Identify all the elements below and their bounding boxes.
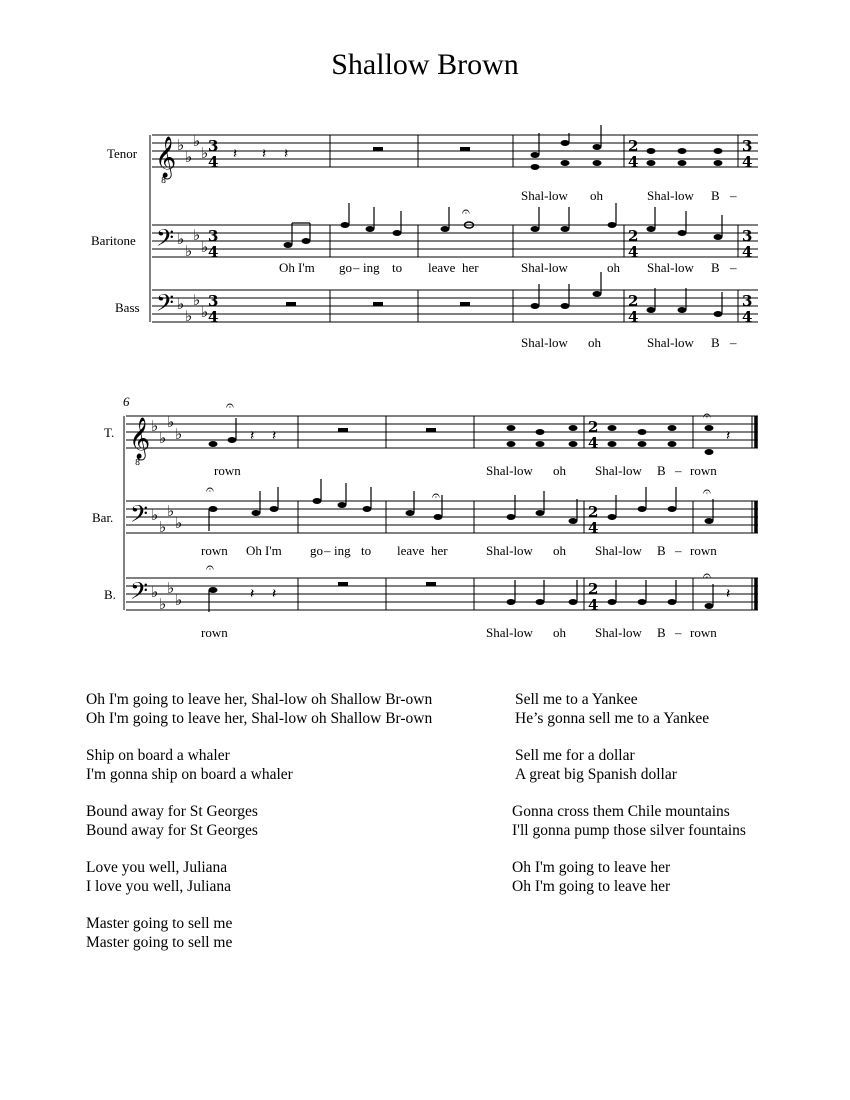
note: [561, 140, 570, 146]
verses-left-column: [86, 691, 432, 971]
lyric-syllable: Oh: [279, 260, 295, 275]
time-signature-top: 3: [208, 227, 219, 245]
verse-line: He’s gonna sell me to a Yankee: [515, 709, 710, 727]
system-2: [92, 394, 758, 640]
svg-text:𝄐: 𝄐: [226, 398, 234, 414]
lyric-syllable: ing: [363, 260, 380, 275]
whole-rest: [373, 302, 383, 306]
verse-block: [86, 691, 432, 728]
verse-line: Bound away for St Georges: [86, 821, 258, 839]
svg-text:♭: ♭: [201, 303, 209, 321]
verse-line: Sell me to a Yankee: [515, 691, 638, 708]
time-signature-top: 2: [628, 292, 639, 310]
verse-line: Gonna cross them Chile mountains: [512, 803, 730, 820]
svg-text:♭: ♭: [175, 425, 183, 443]
bass-lyrics-sys2: [201, 625, 717, 640]
verse-block: [512, 691, 746, 728]
verse-line: A great big Spanish dollar: [515, 765, 677, 783]
lyric-syllable: leave: [428, 260, 456, 275]
note: [647, 148, 656, 154]
lyric-syllable: I'm: [265, 543, 282, 558]
time-signature-top: 2: [588, 418, 599, 436]
lyric-syllable: Oh: [246, 543, 262, 558]
whole-rest: [373, 147, 383, 151]
lyric-syllable: leave: [397, 543, 425, 558]
time-signature-top: 2: [628, 137, 639, 155]
whole-rest: [338, 582, 348, 586]
rests: [233, 146, 288, 162]
svg-text:♭: ♭: [177, 295, 185, 313]
note: [714, 160, 723, 166]
svg-text:♭: ♭: [185, 307, 193, 325]
note: [561, 160, 570, 166]
bass-clef-icon: 𝄢: [156, 224, 175, 257]
treble-clef-icon: 𝄞: [129, 418, 151, 459]
verse-line: Bound away for St Georges: [86, 803, 258, 820]
svg-text:𝄽: 𝄽: [262, 146, 267, 162]
verse-line: Master going to sell me: [86, 915, 233, 932]
lyric-syllable: Shal-low: [647, 188, 694, 203]
svg-text:♭: ♭: [193, 132, 201, 150]
svg-text:♭: ♭: [185, 148, 193, 166]
lyric-syllable: Shal-low: [486, 543, 533, 558]
notes: [209, 398, 731, 455]
lyric-syllable: her: [431, 543, 448, 558]
svg-text:♭: ♭: [177, 230, 185, 248]
tenor-lyrics-sys1: [521, 188, 737, 203]
whole-rest: [426, 582, 436, 586]
lyric-syllable: Shal-low: [521, 260, 568, 275]
time-signature-bottom: 4: [588, 434, 599, 452]
verse-line: Oh I'm going to leave her: [512, 877, 671, 895]
whole-rest: [286, 302, 296, 306]
tenor-lyrics-sys2: [214, 463, 717, 478]
lyric-syllable: Shal-low: [521, 188, 568, 203]
svg-text:𝄐: 𝄐: [703, 408, 711, 424]
lyric-syllable: Shal-low: [521, 335, 568, 350]
note: [714, 148, 723, 154]
lyric-syllable: I'm: [298, 260, 315, 275]
time-signature-top: 3: [742, 227, 753, 245]
time-signature-bottom: 4: [208, 243, 219, 261]
verse-line: Master going to sell me: [86, 933, 233, 951]
baritone-lyrics-sys1: [279, 260, 737, 275]
whole-rest: [426, 428, 436, 432]
verse-block: [512, 747, 746, 784]
svg-text:♭: ♭: [193, 226, 201, 244]
bass-lyrics-sys1: [521, 335, 737, 350]
verse-block: [86, 915, 432, 952]
key-signature-flats: [151, 413, 182, 447]
key-signature-flats: [151, 579, 182, 613]
lyric-syllable: Shal-low: [486, 463, 533, 478]
time-signature-bottom: 4: [588, 519, 599, 537]
lyric-syllable: B: [711, 188, 720, 203]
svg-text:♭: ♭: [167, 502, 175, 520]
time-signature-top: 2: [588, 503, 599, 521]
time-signature-bottom: 4: [588, 596, 599, 614]
whole-rest: [460, 147, 470, 151]
time-signature-bottom: 4: [628, 153, 639, 171]
svg-text:𝄐: 𝄐: [432, 488, 440, 504]
octave-8-marker: 8: [135, 458, 141, 467]
notes: [531, 272, 723, 317]
lyric-syllable: rown: [690, 463, 717, 478]
svg-text:♭: ♭: [167, 413, 175, 431]
bass-staff: [115, 272, 758, 326]
svg-text:♭: ♭: [159, 595, 167, 613]
staff-label-bass: Bass: [115, 300, 140, 315]
lyric-syllable: B: [657, 625, 666, 640]
time-signature-top: 2: [588, 580, 599, 598]
staff-label-baritone-short: Bar.: [92, 510, 114, 525]
lyric-syllable: Shal-low: [486, 625, 533, 640]
system-1: [91, 125, 758, 350]
svg-text:𝄽: 𝄽: [272, 586, 277, 602]
lyric-syllable: –: [730, 335, 737, 350]
baritone-staff-sys2: [92, 479, 758, 537]
note: [678, 148, 687, 154]
svg-text:♭: ♭: [159, 429, 167, 447]
time-signature-top: 3: [208, 292, 219, 310]
svg-text:♭: ♭: [193, 291, 201, 309]
note: [531, 152, 540, 158]
note: [647, 160, 656, 166]
verse-block: [512, 803, 746, 840]
lyric-syllable: Shal-low: [595, 543, 642, 558]
lyric-syllable: rown: [201, 543, 228, 558]
bass-clef-icon: 𝄢: [130, 500, 149, 533]
baritone-staff: [91, 203, 758, 261]
baritone-lyrics-sys2: [201, 543, 717, 558]
svg-text:𝄽: 𝄽: [250, 586, 255, 602]
verse-line: Oh I'm going to leave her, Shal-low oh Shallow Br-own: [86, 691, 433, 708]
time-signature-bottom: 4: [628, 243, 639, 261]
verse-line: I love you well, Juliana: [86, 877, 232, 895]
lyric-syllable: B: [711, 335, 720, 350]
lyric-syllable: –: [730, 260, 737, 275]
bass-clef-icon: 𝄢: [130, 577, 149, 610]
staff-label-tenor: Tenor: [107, 146, 138, 161]
lyric-syllable: rown: [690, 543, 717, 558]
barlines-sys2: [298, 416, 756, 610]
lyric-syllable: oh: [607, 260, 620, 275]
lyric-syllable: rown: [214, 463, 241, 478]
lyric-syllable: oh: [553, 625, 566, 640]
octave-8-marker: 8: [161, 176, 167, 185]
lyric-syllable: –: [675, 543, 682, 558]
lyric-syllable: rown: [201, 625, 228, 640]
verse-block: [86, 859, 432, 896]
verse-line: Love you well, Juliana: [86, 859, 228, 876]
time-signature-top: 3: [742, 137, 753, 155]
lyric-syllable: Shal-low: [647, 335, 694, 350]
key-signature-flats: [177, 132, 208, 166]
lyric-syllable: Shal-low: [647, 260, 694, 275]
verse-block: [86, 747, 432, 784]
note: [593, 160, 602, 166]
svg-text:𝄐: 𝄐: [206, 560, 214, 576]
svg-text:𝄐: 𝄐: [703, 484, 711, 500]
lyric-syllable: go: [310, 543, 323, 558]
verse-line: I'll gonna pump those silver fountains: [512, 821, 746, 839]
tenor-staff-sys2: [104, 398, 758, 467]
measure-number: 6: [123, 394, 130, 409]
lyric-syllable: to: [392, 260, 403, 275]
svg-text:♭: ♭: [151, 417, 159, 435]
time-signature-bottom: 4: [208, 308, 219, 326]
lyric-syllable: oh: [588, 335, 601, 350]
svg-text:♭: ♭: [177, 136, 185, 154]
lyric-syllable: B: [657, 543, 666, 558]
bass-staff-sys2: [104, 560, 758, 614]
verse-line: Oh I'm going to leave her, Shal-low oh Shallow Br-own: [86, 709, 433, 727]
lyric-syllable: Shal-low: [595, 625, 642, 640]
lyric-syllable: go: [339, 260, 352, 275]
staff-label-bass-short: B.: [104, 587, 116, 602]
time-signature-bottom: 4: [742, 243, 753, 261]
bass-clef-icon: 𝄢: [156, 289, 175, 322]
lyric-syllable: her: [462, 260, 479, 275]
lyric-syllable: –: [353, 260, 360, 275]
verse-block: [512, 859, 746, 896]
lyric-syllable: Shal-low: [595, 463, 642, 478]
note: [531, 164, 540, 170]
svg-text:♭: ♭: [151, 583, 159, 601]
lyric-syllable: B: [657, 463, 666, 478]
svg-text:♭: ♭: [151, 506, 159, 524]
key-signature-flats: [177, 291, 208, 325]
staff-label-baritone: Baritone: [91, 233, 136, 248]
svg-text:𝄐: 𝄐: [206, 482, 214, 498]
whole-rest: [460, 302, 470, 306]
time-signature-top: 3: [208, 137, 219, 155]
svg-text:𝄐: 𝄐: [703, 568, 711, 584]
lyric-syllable: –: [324, 543, 331, 558]
svg-text:♭: ♭: [167, 579, 175, 597]
note: [678, 160, 687, 166]
svg-text:𝄽: 𝄽: [233, 146, 238, 162]
svg-text:♭: ♭: [175, 514, 183, 532]
verse-line: Ship on board a whaler: [86, 747, 230, 764]
svg-text:♭: ♭: [201, 238, 209, 256]
svg-text:𝄽: 𝄽: [284, 146, 289, 162]
svg-text:𝄽: 𝄽: [250, 428, 255, 444]
whole-rest: [338, 428, 348, 432]
svg-text:𝄐: 𝄐: [462, 204, 470, 220]
staff-label-tenor-short: T.: [104, 425, 115, 440]
verse-line: Oh I'm going to leave her: [512, 859, 671, 876]
notes: [206, 479, 714, 531]
time-signature-bottom: 4: [742, 308, 753, 326]
time-signature-bottom: 4: [208, 153, 219, 171]
svg-text:♭: ♭: [159, 518, 167, 536]
key-signature-flats: [151, 502, 182, 536]
lyric-syllable: oh: [590, 188, 603, 203]
svg-text:♭: ♭: [175, 591, 183, 609]
note: [593, 144, 602, 150]
lyric-syllable: –: [675, 625, 682, 640]
verse-line: Sell me for a dollar: [515, 747, 635, 764]
time-signature-top: 2: [628, 227, 639, 245]
time-signature-top: 3: [742, 292, 753, 310]
lyric-syllable: –: [730, 188, 737, 203]
treble-clef-icon: 𝄞: [155, 137, 177, 178]
verse-line: I'm gonna ship on board a whaler: [86, 765, 293, 783]
key-signature-flats: [177, 226, 208, 260]
svg-text:𝄽: 𝄽: [726, 586, 731, 602]
page-title: Shallow Brown: [331, 48, 519, 81]
lyric-syllable: B: [711, 260, 720, 275]
time-signature-bottom: 4: [742, 153, 753, 171]
lyric-syllable: oh: [553, 463, 566, 478]
svg-text:𝄽: 𝄽: [726, 428, 731, 444]
verses-right-column: [512, 691, 746, 915]
lyric-syllable: to: [361, 543, 372, 558]
lyric-syllable: oh: [553, 543, 566, 558]
lyric-syllable: rown: [690, 625, 717, 640]
time-signature-bottom: 4: [628, 308, 639, 326]
tenor-staff: [107, 125, 758, 185]
svg-text:𝄽: 𝄽: [272, 428, 277, 444]
verse-block: [86, 803, 432, 840]
svg-text:♭: ♭: [201, 144, 209, 162]
svg-text:♭: ♭: [185, 242, 193, 260]
lyric-syllable: ing: [334, 543, 351, 558]
lyric-syllable: –: [675, 463, 682, 478]
